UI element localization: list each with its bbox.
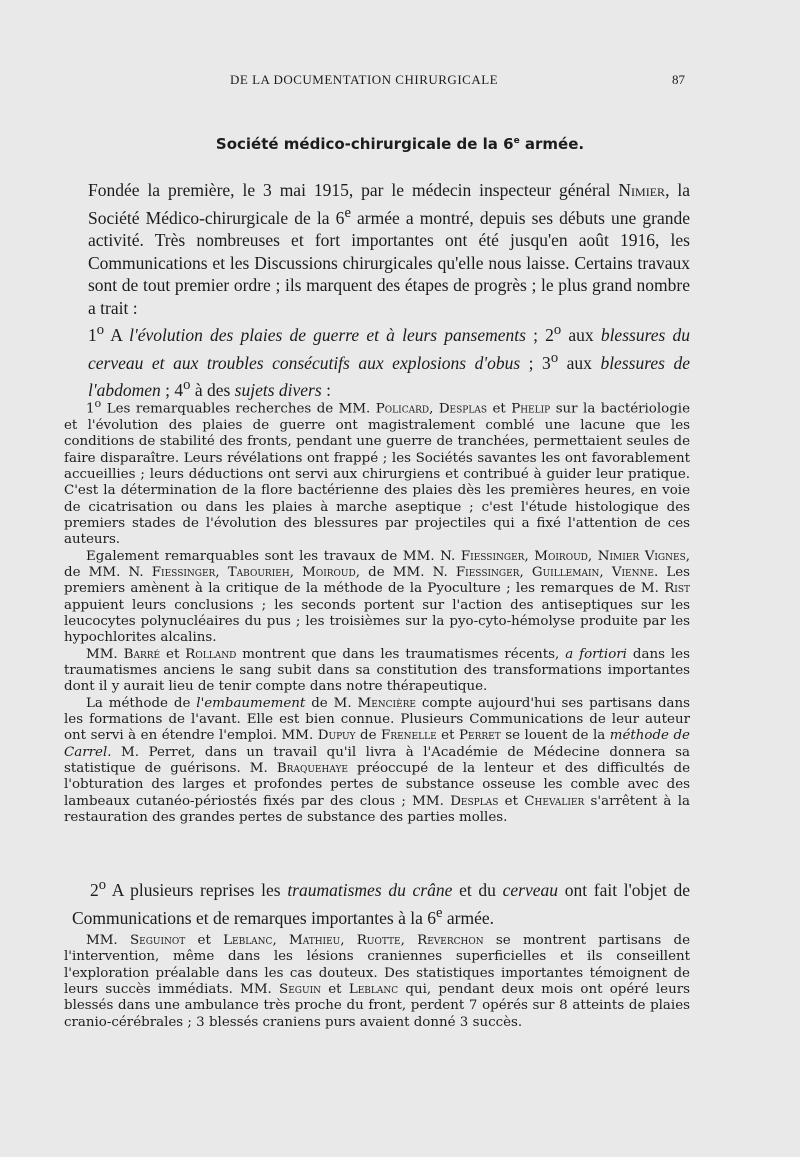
section-head-injuries-lead [72,874,690,930]
running-title: DE LA DOCUMENTATION CHIRURGICALE [230,72,499,87]
paragraph-blood: MM. Barré et Rolland montrent que dans les traumatismes récents, a fortiori dans les traumatismes anciens le sang subit dans sa constitution des transformations importantes dont il y aurait lieu de tenir compte dans notre thérapeutique. [64,646,690,695]
lead-paragraph: 2$^o$ A plusieurs reprises les traumatismes du crâne et du cerveau ont fait l'objet de Communications et de remarques importantes à la 6e armée. [72,877,690,928]
section-wound-evolution [64,396,690,826]
paragraph-cranial: MM. Seguinot et Leblanc, Mathieu, Ruotte, Reverchon se montrent partisans de l'intervention, même dans les lésions craniennes superficielles et ils conseillent l'exploration préalable dans les cas douteux. Des statistiques importantes témoignent de leurs succès immédiats. MM. Seguin et Leblanc qui, pendant deux mois ont opéré leurs blessés dans une ambulance très proche du front, perdent 7 opérés sur 8 atteints de plaies cranio-cérébrales ; 3 blessés craniens purs avaient donné 3 succès. [64,933,691,1030]
paragraph-embaumement: La méthode de l'embaumement de M. Mencière compte aujourd'hui ses partisans dans les formations de l'avant. Elle est bien connue. Plusieurs Communications de leur auteur ont servi à en étendre l'emploi. MM. Dupuy de Frenelle et Perret se louent de la méthode de Carrel. M. Perret, dans un travail qu'il livra à l'Académie de Médecine donnera sa statistique de guérisons. M. Braquehaye préoccupé de la lenteur et des difficultés de l'obturation des larges et profondes pertes de substance osseuse les comble avec des lambeaux cutanéo-périostés fixés par des clous ; MM. Desplas et Chevalier s'arrêtent à la restauration des grandes pertes de substance des parties molles. [64,695,690,826]
paragraph-bacteriology: 1$^o$ Les remarquables recherches de MM. Policard, Desplas et Phelip sur la bactériologie et l'évolution des plaies de guerre ont magistralement comblé une lacune que les conditions de stabilité des fronts, pendant une guerre de tranchées, permettaient seules de faire disparaître. Leurs révélations ont frappé ; les Sociétés savantes les ont favorablement accueillies ; leurs déductions ont servi aux chirurgiens et contribué à guider leur pratique. C'est la détermination de la flore bactérienne des plaies dès les premières heures, en voie de cicatrisation ou dans les plaies à marche aseptique ; c'est l'étude histologique des premiers stades de l'évolution des blessures par projectiles qui a fixé l'attention de ces auteurs. [64,397,690,548]
intro-topics: 1$^o$ A l'évolution des plaies de guerre et à leurs pansements ; 2$^o$ aux blessures du cerveau et aux troubles consécutifs aux explosions d'obus ; 3$^o$ aux blessures de l'abdomen ; 4$^o$ à des sujets divers : [88,322,690,401]
section-title: Société médico-chirurgicale de la 6e armée. [215,135,585,153]
paragraph-pyoculture: Egalement remarquables sont les travaux de MM. N. Fiessinger, Moiroud, Nimier Vignes, de MM. N. Fiessinger, Tabourieh, Moiroud, de MM. N. Fiessinger, Guillemain, Vienne. Les premiers amènent à la critique de la méthode de la Pyoculture ; les remarques de M. Rist appuient leurs conclusions ; les seconds portent sur l'action des antiseptiques sur les leucocytes polynucléaires du pus ; les troisièmes sur la pyo-cyto-hémolyse produite par les hypochlorites alcalins. [64,548,691,646]
section-head-injuries [64,933,690,1031]
intro-paragraph: Fondée la première, le 3 mai 1915, par le médecin inspecteur général Nimier, la Société Médico-chirurgicale de la 6e armée a montré, depuis ses débuts une grande activité. Très nombreuses et fort importantes ont été jusqu'en août 1916, les Communications et les Discussions chirurgicales qu'elle nous laisse. Certains travaux sont de tout premier ordre ; ils marquent des étapes de progrès ; le plus grand nombre a trait : [88,180,691,318]
page-number: 87 [672,72,685,87]
running-header [0,72,800,92]
intro-paragraphs [88,179,690,402]
